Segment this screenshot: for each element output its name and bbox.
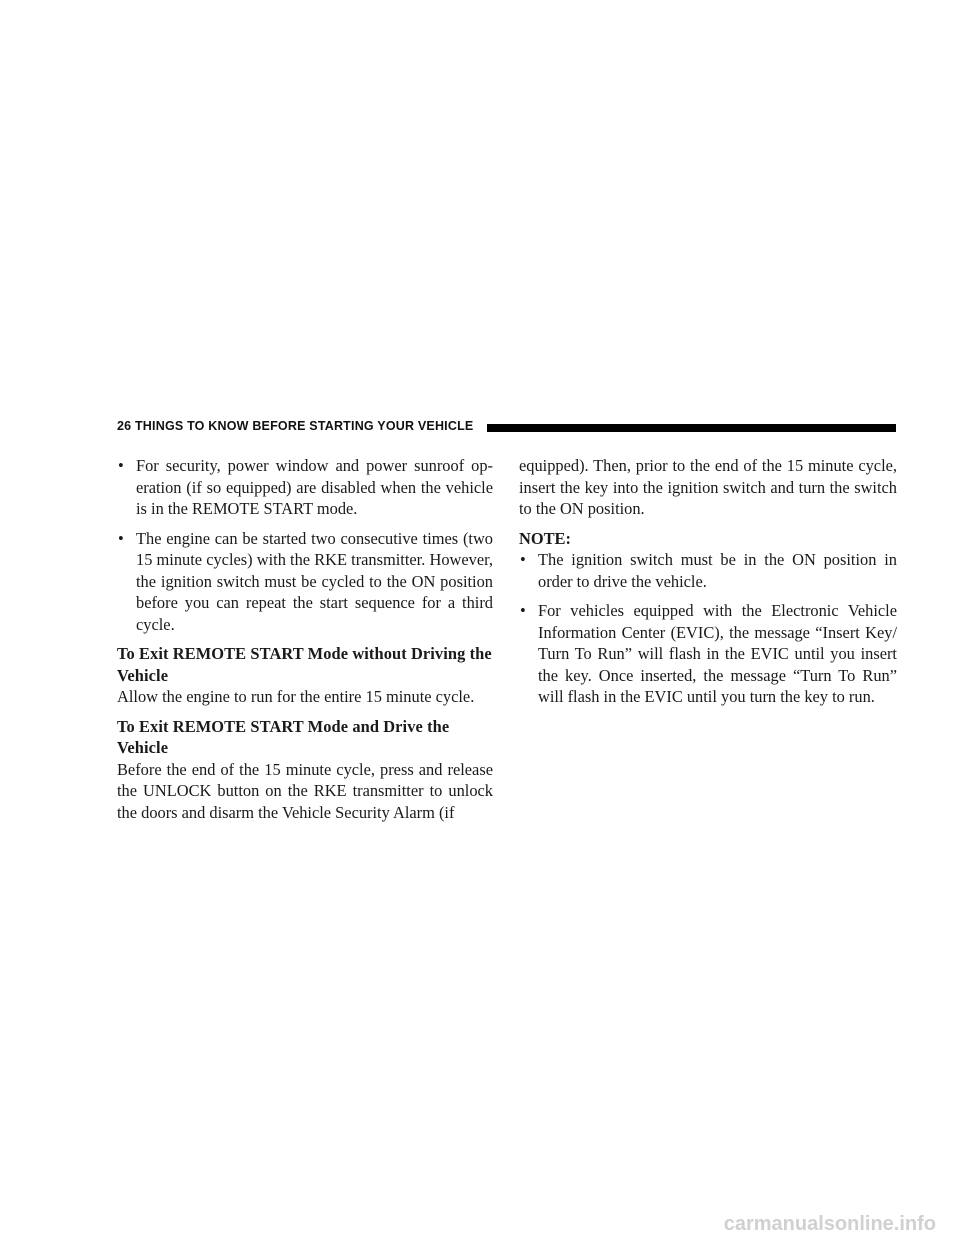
watermark: carmanualsonline.info [723, 1213, 936, 1235]
bullet-text: The ignition switch must be in the ON position in order to drive the vehicle. [538, 550, 897, 591]
bullet-icon: • [118, 456, 124, 475]
bullet-text: For vehicles equipped with the Electronic Vehicle Information Center (EVIC), the message “Insert Key/ Turn To Run” will flash in the EVIC until you insert the key. Once inserted, the message “Turn To Run” will flash in the EVIC until you turn the key to run. [538, 601, 897, 706]
section-body: Before the end of the 15 minute cycle, press and release the UNLOCK button on the RKE transmitter to unlock the doors and disarm the Vehicle Security Alarm (if [117, 759, 493, 822]
right-column [519, 455, 897, 716]
list-item [117, 455, 493, 520]
left-column [117, 455, 493, 831]
section-heading: To Exit REMOTE START Mode without Driving the Vehicle [117, 644, 492, 685]
section-heading: To Exit REMOTE START Mode and Drive the Vehicle [117, 716, 450, 757]
note-label: NOTE: [519, 528, 571, 548]
bullet-icon: • [520, 601, 526, 620]
list-item [117, 528, 493, 636]
bullet-text: For security, power window and power sunroof op-eration (if so equipped) are disabled when the vehicle is in the REMOTE START mode. [136, 456, 493, 518]
bullet-text: The engine can be started two consecutive times (two 15 minute cycles) with the RKE transmitter. However, the ignition switch must be cycled to the ON position before you can repeat the start sequence for a third cycle. [136, 528, 493, 634]
bullet-icon: • [520, 550, 526, 569]
page-title: 26 THINGS TO KNOW BEFORE STARTING YOUR VEHICLE [117, 419, 474, 433]
list-item [519, 600, 897, 708]
bullet-icon: • [118, 528, 124, 548]
list-item [519, 549, 897, 592]
continued-paragraph: equipped). Then, prior to the end of the 15 minute cycle, insert the key into the ignition switch and turn the switch to the ON position. [519, 456, 897, 518]
page-header [117, 418, 896, 440]
section-body: Allow the engine to run for the entire 15 minute cycle. [117, 687, 475, 706]
header-rule [487, 424, 896, 432]
